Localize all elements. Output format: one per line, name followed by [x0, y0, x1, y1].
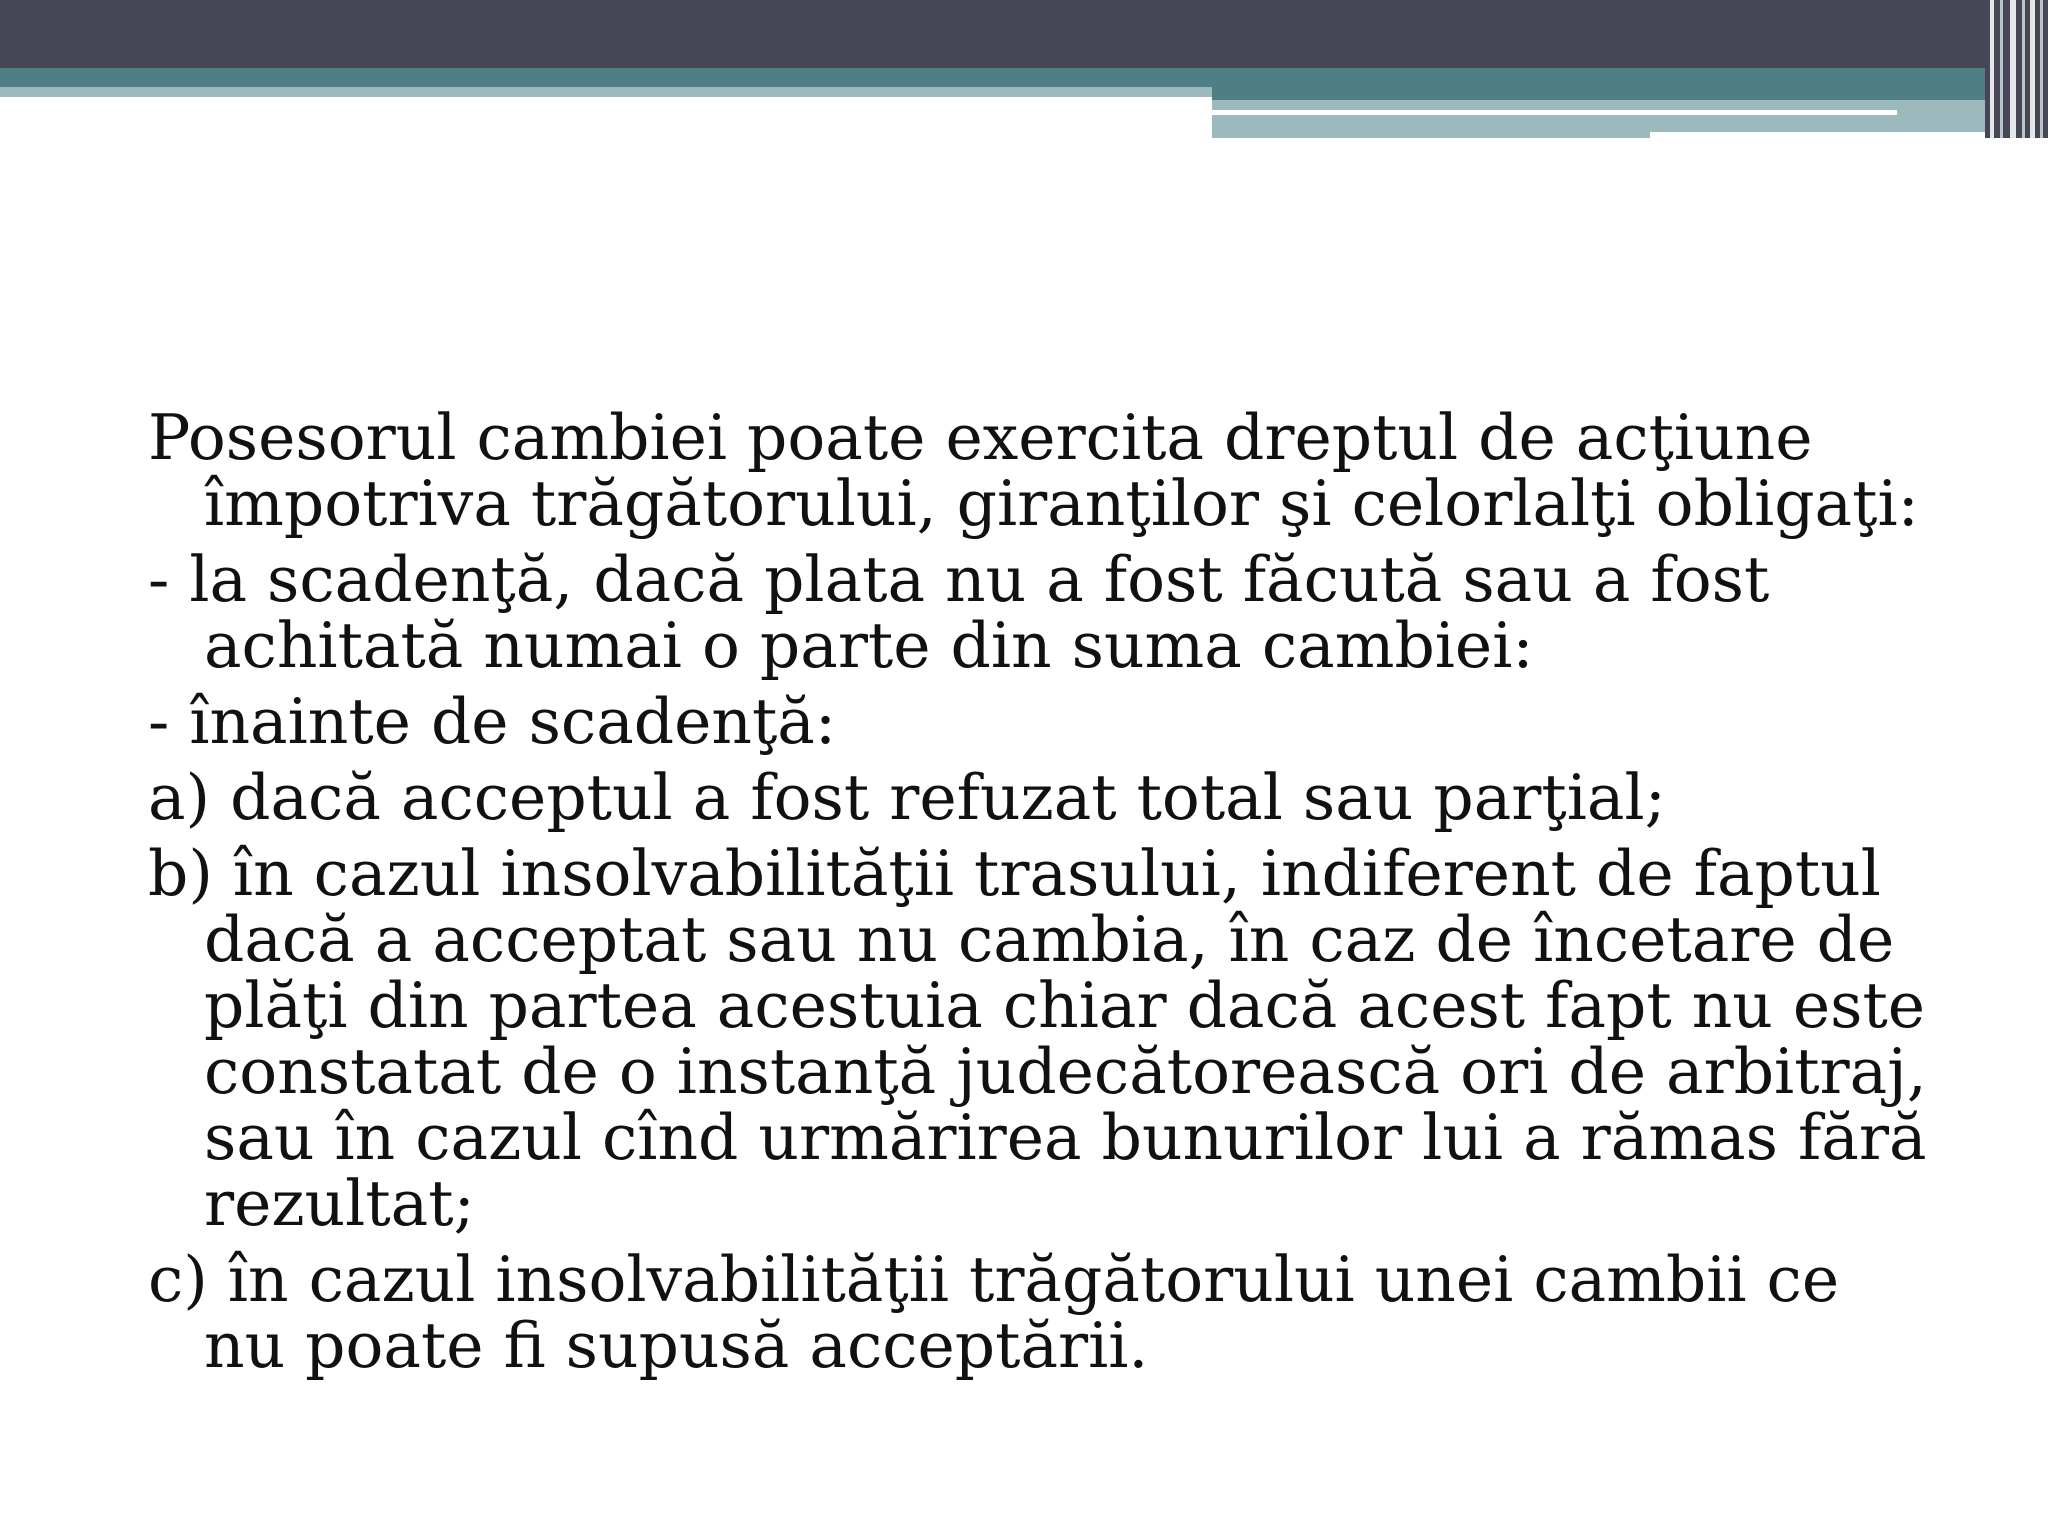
corner-stripe — [1990, 0, 1994, 138]
list-item-c: c) în cazul insolvabilităţii trăgătorului unei cambii ce nu poate fi supusă acceptării. — [148, 1243, 1840, 1382]
header-dark-band — [0, 0, 2048, 68]
slide-body-text — [148, 401, 1938, 1389]
header-light-band-left — [0, 87, 1212, 97]
corner-stripe — [2030, 0, 2035, 138]
corner-stripe — [2010, 0, 2016, 138]
corner-stripe — [2000, 0, 2003, 138]
header-divider-line — [1212, 110, 1897, 115]
intro-paragraph: Posesorul cambiei poate exercita dreptul de acţiune împotriva trăgătorului, giranţilor şi celorlalţi obligaţi: — [148, 401, 1919, 540]
corner-stripes-decoration — [1985, 0, 2048, 138]
list-item-a: a) dacă acceptul a fost refuzat total sau parţial; — [148, 761, 1666, 834]
corner-stripe — [2022, 0, 2025, 138]
corner-stripe — [2040, 0, 2043, 138]
list-item-b: b) în cazul insolvabilităţii trasului, indiferent de faptul dacă a acceptat sau nu cambia, în caz de încetare de plăţi din partea acestuia chiar dacă acest fapt nu este constatat de o instanţă judecătorească ori de arbitraj, sau în cazul cînd urmărirea bunurilor lui a rămas fără rezultat; — [148, 837, 1927, 1240]
header-teal-band — [0, 68, 2048, 87]
header-teal-band-right — [1212, 87, 2048, 100]
list-item-before-maturity: - înainte de scadenţă: — [148, 685, 837, 758]
list-item-at-maturity: - la scadenţă, dacă plata nu a fost făcută sau a fost achitată numai o parte din suma cambiei: — [148, 543, 1770, 682]
